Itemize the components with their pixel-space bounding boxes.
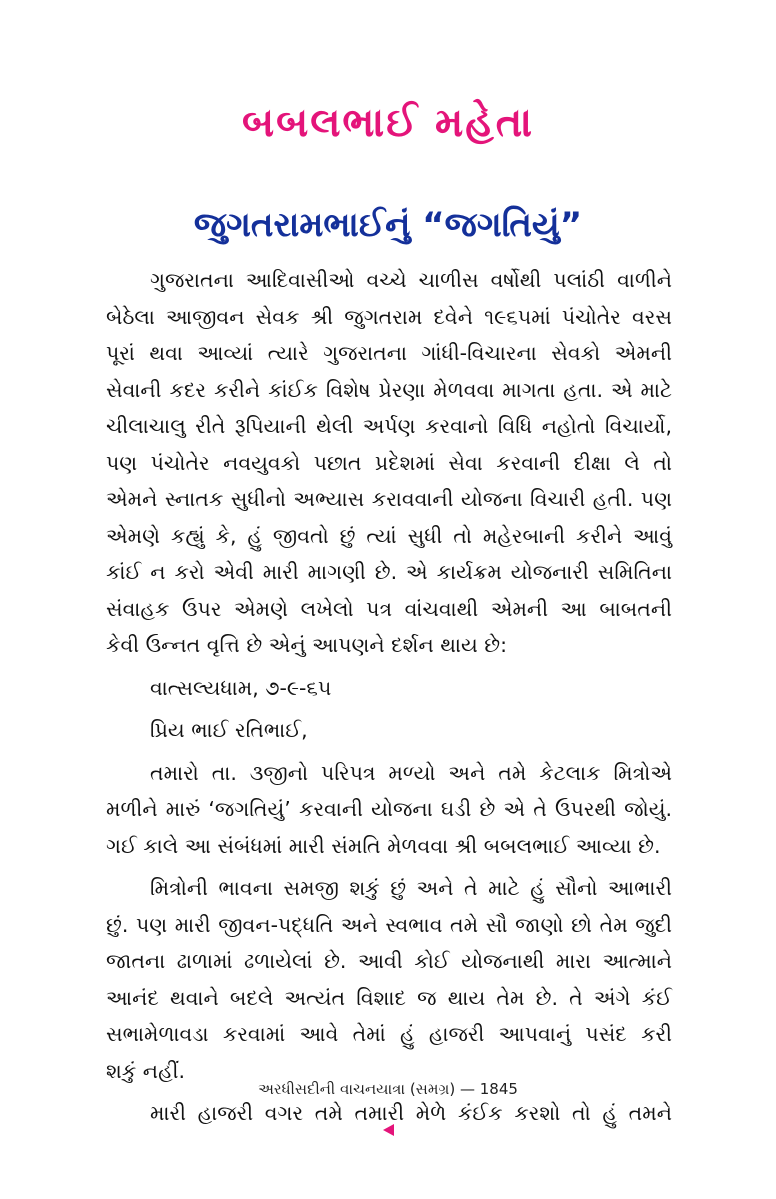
body-line: સેવાની કદર કરીને કાંઈક વિશેષ પ્રેરણા મેળવવા માગતા હતા. એ માટે [106,377,672,402]
body-line: તમારો તા. ૩જીનો પરિપત્ર મળ્યો અને તમે કેટલાક મિત્રોએ [150,760,672,785]
body-line: મળીને મારું ‘જગતિયું’ કરવાની યોજના ઘડી છે એ તે ઉપરથી જોયું. [106,797,672,821]
left-triangle-arrow-icon[interactable] [383,1124,394,1136]
body-line: બેઠેલા આજીવન સેવક શ્રી જુગતરામ દવેને ૧૯૬૫માં પંચોતેર વરસ [106,304,672,329]
body-line: પૂરાં થવા આવ્યાં ત્યારે ગુજરાતના ગાંધી-વિચારના સેવકો એમની [106,341,672,365]
body-line: એમને સ્નાતક સુધીનો અભ્યાસ કરાવવાની યોજના વિચારી હતી. પણ [106,487,672,511]
letter-place-date: વાત્સલ્યધામ, ૭-૯-૬૫ [150,675,332,700]
body-line: છું. પણ મારી જીવન-પદ્ધતિ અને સ્વભાવ તમે સૌ જાણો છો તેમ જુદી [106,912,672,937]
article-body [106,262,672,1132]
page-footer: અરધીસદીની વાચનયાત્રા (સમગ્ર) — 1845 [258,1080,518,1098]
body-line: મારી હાજરી વગર તમે તમારી મેળે કંઈક કરશો તો હું તમને [150,1101,672,1125]
body-line: આનંદ થવાને બદલે અત્યંત વિશાદ જ થાય તેમ છે. તે અંગે કંઈ [106,985,672,1010]
body-line: ચીલાચાલુ રીતે રૂપિયાની થેલી અર્પણ કરવાનો વિધિ નહોતો વિચાર્યો, [106,414,672,438]
body-line: સભામેળાવડા કરવામાં આવે તેમાં હું હાજરી આપવાનું પસંદ કરી [106,1022,672,1046]
body-line: ગઈ કાલે આ સંબંધમાં મારી સંમતિ મેળવવા શ્રી બબલભાઈ આવ્યા છે. [106,833,661,858]
article-title: જુગતરામભાઈનું “જગતિયું” [193,205,583,245]
body-line: સંવાહક ઉપર એમણે લખેલો પત્ર વાંચવાથી એમની આ બાબતની [106,596,672,621]
body-line: કેવી ઉન્નત વૃત્તિ છે એનું આપણને દર્શન થાય છે: [106,633,508,657]
body-line: શકું નહીં. [106,1058,186,1083]
body-line: જાતના ઢાળામાં ઢળાયેલાં છે. આવી કોઈ યોજનાથી મારા આત્માને [106,949,672,973]
body-line: પણ પંચોતેર નવયુવકો પછાત પ્રદેશમાં સેવા કરવાની દીક્ષા લે તો [106,450,672,475]
letter-salutation: પ્રિય ભાઈ રતિભાઈ, [150,718,308,742]
body-line: કાંઈ ન કરો એવી મારી માગણી છે. એ કાર્યક્રમ યોજનારી સમિતિના [106,560,672,584]
author-heading: બબલભાઈ મહેતા [241,100,535,146]
body-line: ગુજરાતના આદિવાસીઓ વચ્ચે ચાળીસ વર્ષોથી પલાંઠી વાળીને [150,268,672,292]
body-line: એમણે કહ્યું કે, હું જીવતો છું ત્યાં સુધી તો મહેરબાની કરીને આવું [106,523,672,548]
body-line: મિત્રોની ભાવના સમજી શકું છું અને તે માટે હું સૌનો આભારી [150,876,672,900]
